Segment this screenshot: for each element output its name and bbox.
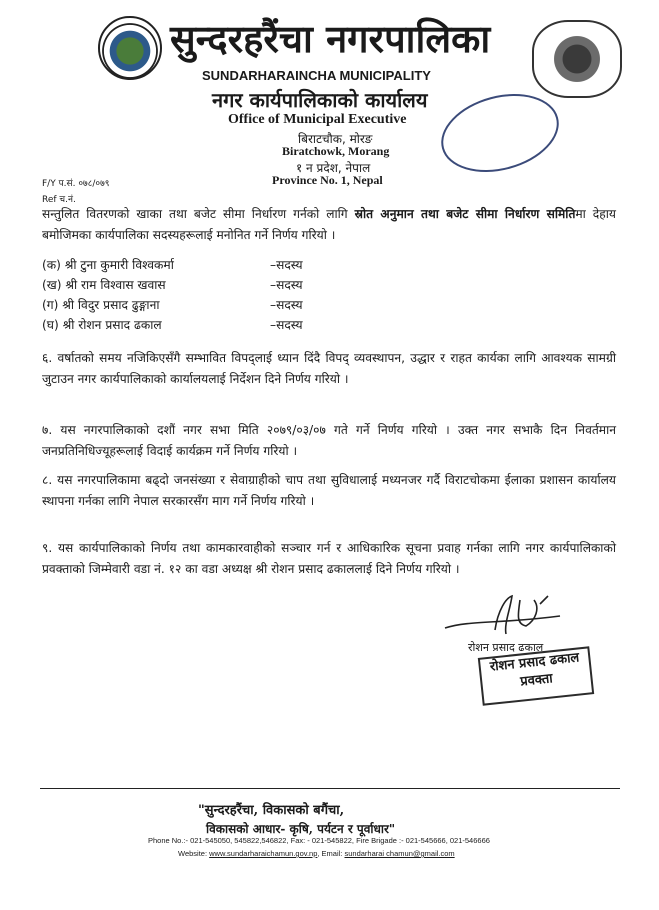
email-link[interactable]: sundarharai chamun@gmail.com <box>344 849 455 858</box>
stamp-title: प्रवक्ता <box>519 671 554 690</box>
decision-7: ७. यस नगरपालिकाको दशौं नगर सभा मिति २०७९/०३/०७ गते गर्ने निर्णय गरियो । उक्त नगर सभाकै दिन निवर्तमान जनप्रतिनिधिज्यूहरूलाई विदाई कार्यक्रम गर्ने निर्णय गरियो । <box>42 423 616 458</box>
title-english: SUNDARHARAINCHA MUNICIPALITY <box>202 68 431 83</box>
decision-8: ८. यस नगरपालिकामा बढ्दो जनसंख्या र सेवाग्राहीको चाप तथा सुविधालाई मध्यनजर गर्दै विराटचोकमा ईलाका प्रशासन कार्यालय स्थापना गर्नका लागि नेपाल सरकारसँग माग गर्ने निर्णय गरियो । <box>42 473 616 508</box>
intro-before: सन्तुलित वितरणको खाका तथा बजेट सीमा निर्धारण गर्नको लागि <box>42 207 355 221</box>
dispatch-ref: Ref च.नं. <box>42 195 76 205</box>
nepal-emblem-icon <box>532 20 622 98</box>
spokesperson-stamp <box>478 646 594 705</box>
decision-6: ६. वर्षातको समय नजिकिएसँगै सम्भावित विपद्लाई ध्यान दिंदै विपद् व्यवस्थापन, उद्धार र राहत कार्यका लागि आवश्यक सामग्री जुटाउन नगर कार्यपालिकाको कार्यालयलाई निर्देशन दिने निर्णय गरियो । <box>42 351 616 386</box>
address-english: Biratchowk, Morang <box>282 144 390 158</box>
decision-9: ९. यस कार्यपालिकाको निर्णय तथा कामकारवाहीको सञ्चार गर्न र आधिकारिक सूचना प्रवाह गर्नका लागि नगर कार्यपालिकाको प्रवक्ताको जिम्मेवारी वडा नं. १२ का वडा अध्यक्ष श्री रोशन प्रसाद ढकाललाई दिने निर्णय गरियो । <box>42 541 616 576</box>
contact-phones: Phone No.:- 021-545050, 545822,546822, Fax: - 021-545822, Fire Brigade :- 021-545666, 021-546666 <box>148 836 490 845</box>
member-name: (ख) श्री राम विश्वास खवास <box>42 278 166 292</box>
signatory-name: रोशन प्रसाद ढकाल <box>468 641 544 654</box>
stamp-name: रोशन प्रसाद ढकाल <box>489 650 580 675</box>
title-nepali: सुन्दरहरैंचा नगरपालिका <box>170 16 491 61</box>
member-role: –सदस्य <box>270 258 303 272</box>
office-english: Office of Municipal Executive <box>228 112 407 127</box>
office-nepali: नगर कार्यपालिकाको कार्यालय <box>212 88 428 112</box>
contact-web <box>178 849 455 858</box>
province-nepali: १ न प्रदेश, नेपाल <box>296 161 371 175</box>
intro-paragraph <box>42 204 616 246</box>
member-name: (क) श्री टुना कुमारी विश्वकर्मा <box>42 258 174 272</box>
address-nepali: बिराटचौक, मोरङ <box>298 132 373 146</box>
member-role: –सदस्य <box>270 298 303 312</box>
province-english: Province No. 1, Nepal <box>272 173 383 187</box>
footer-divider <box>40 788 620 789</box>
fiscal-year-ref: F/Y प.सं. ०७८/०७९ <box>42 179 110 189</box>
intro-committee: स्रोत अनुमान तथा बजेट सीमा निर्धारण समिति <box>354 207 576 221</box>
office-seal-stamp <box>432 82 567 185</box>
slogan-line-2: विकासको आधार- कृषि, पर्यटन र पूर्वाधार" <box>206 822 396 836</box>
member-role: –सदस्य <box>270 318 303 332</box>
intro-after: मा देहाय बमोजिमका कार्यपालिका सदस्यहरूलाई मनोनित गर्ने निर्णय गरियो । <box>42 207 616 242</box>
email-label: , Email: <box>317 849 345 858</box>
member-name: (ग) श्री विदुर प्रसाद ढुङ्गाना <box>42 298 160 312</box>
member-name: (घ) श्री रोशन प्रसाद ढकाल <box>42 318 162 332</box>
website-link[interactable]: www.sundarharaichamun.gov.np <box>209 849 318 858</box>
municipality-emblem-icon <box>98 16 162 80</box>
member-role: –सदस्य <box>270 278 303 292</box>
signature-icon <box>440 590 570 640</box>
website-label: Website: <box>178 849 210 858</box>
slogan-line-1: "सुन्दरहरैंचा, विकासको बगैंचा, <box>198 803 345 818</box>
